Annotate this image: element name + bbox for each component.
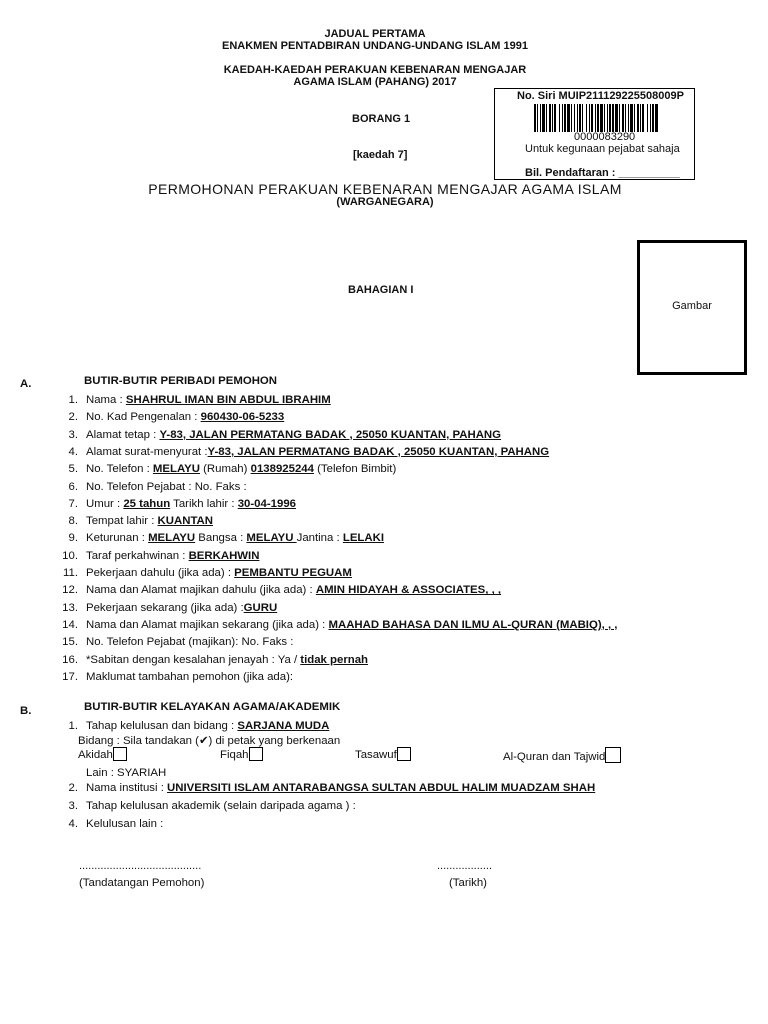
field-akidah-label: Akidah: [78, 749, 113, 761]
barcode-bar: [586, 104, 587, 132]
form-name: BORANG 1: [352, 113, 411, 125]
barcode-bar: [567, 104, 570, 132]
registration-label: Bil. Pendaftaran :: [525, 167, 616, 179]
section-a-item-3: 3. Alamat tetap : Y-83, JALAN PERMATANG BADAK , 25050 KUANTAN, PAHANG: [68, 428, 502, 441]
institution-value: UNIVERSITI ISLAM ANTARABANGSA SULTAN ABDUL HALIM MUADZAM SHAH: [167, 782, 596, 794]
photo-box: [637, 240, 747, 375]
barcode-bar: [637, 104, 639, 132]
barcode-bar: [634, 104, 635, 132]
field-tasawuf: [355, 747, 411, 761]
item-value: PEMBANTU PEGUAM: [234, 567, 352, 579]
barcode-bar: [591, 104, 593, 132]
item-value: SHAHRUL IMAN BIN ABDUL IBRAHIM: [125, 394, 331, 406]
field-quran-checkbox[interactable]: [605, 747, 621, 763]
barcode-bar: [582, 104, 583, 132]
section-a-item-8: 8. Tempat lahir : KUANTAN: [68, 515, 214, 528]
form-subtitle: (WARGANEGARA): [336, 196, 434, 208]
office-use-note: Untuk kegunaan pejabat sahaja: [525, 143, 680, 155]
item-value: Y-83, JALAN PERMATANG BADAK , 25050 KUANTAN, PAHANG: [159, 428, 502, 441]
barcode-bar: [537, 104, 538, 132]
field-quran-label: Al-Quran dan Tajwid: [503, 751, 606, 763]
item-value: KUANTAN: [157, 515, 214, 528]
barcode-bar: [642, 104, 644, 132]
section-b-heading: BUTIR-BUTIR KELAYAKAN AGAMA/AKADEMIK: [84, 701, 341, 713]
barcode-bar: [625, 104, 626, 132]
barcode-bar: [619, 104, 620, 132]
barcode-bar: [595, 104, 596, 132]
serial-box: [494, 88, 695, 180]
date-dots: ..................: [437, 860, 493, 872]
rule-reference: [kaedah 7]: [353, 149, 408, 161]
barcode-bar: [650, 104, 651, 132]
barcode-bar: [628, 104, 629, 132]
section-b-item-4: 4. Kelulusan lain :: [68, 818, 164, 830]
field-fiqah-checkbox[interactable]: [249, 747, 263, 761]
item-value: MELAYU: [148, 532, 196, 545]
item-value: Y-83, JALAN PERMATANG BADAK , 25050 KUANTAN, PAHANG: [207, 445, 550, 458]
section-a-item-5: 5. No. Telefon : MELAYU (Rumah) 0138925244 (Telefon Bimbit): [68, 463, 397, 476]
item-value: AMIN HIDAYAH & ASSOCIATES, , ,: [315, 584, 502, 597]
barcode-bar: [652, 104, 654, 132]
header-line4: AGAMA ISLAM (PAHANG) 2017: [293, 76, 457, 88]
barcode-bar: [540, 104, 541, 132]
barcode-bar: [589, 104, 590, 132]
section-a-item-6: 6. No. Telefon Pejabat : No. Faks :: [68, 480, 247, 493]
item-value: BERKAHWIN: [188, 549, 260, 562]
barcode-bar: [604, 104, 605, 132]
section-a-item-7: 7. Umur : 25 tahun Tarikh lahir : 30-04-1996: [68, 497, 296, 510]
section-b-letter: B.: [20, 705, 32, 717]
barcode-bar: [546, 104, 547, 132]
barcode-bar: [630, 104, 633, 132]
signature-label: (Tandatangan Pemohon): [79, 877, 205, 889]
section-a-item-9: 9. Keturunan : MELAYU Bangsa : MELAYU Jantina : LELAKI: [68, 532, 384, 545]
section-a-item-10: 10. Taraf perkahwinan : BERKAHWIN: [62, 549, 260, 562]
registration-value: __________: [618, 167, 680, 179]
registration-number: [525, 167, 680, 179]
barcode-bar: [534, 104, 536, 132]
field-note: Bidang : Sila tandakan (✔) di petak yang berkenaan: [78, 735, 341, 747]
header-line1: JADUAL PERTAMA: [324, 28, 426, 40]
barcode-bar: [607, 104, 608, 132]
barcode-bar: [554, 104, 556, 132]
barcode-bar: [559, 104, 560, 132]
header-line2: ENAKMEN PENTADBIRAN UNDANG-UNDANG ISLAM 1991: [222, 40, 528, 52]
barcode-bar: [655, 104, 658, 132]
barcode-bar: [579, 104, 581, 132]
item-value: tidak pernah: [300, 653, 369, 666]
field-akidah-checkbox[interactable]: [113, 747, 127, 761]
section-a-heading: BUTIR-BUTIR PERIBADI PEMOHON: [84, 375, 278, 387]
form-title: PERMOHONAN PERAKUAN KEBENARAN MENGAJAR AGAMA ISLAM: [148, 181, 622, 197]
item-value: MELAYU: [152, 463, 200, 476]
section-a-item-16: 16. *Sabitan dengan kesalahan jenayah : Ya / tidak pernah: [62, 653, 369, 666]
section-a-item-15: 15. No. Telefon Pejabat (majikan): No. Faks :: [62, 636, 294, 649]
barcode-bar: [549, 104, 551, 132]
item-value-2: 0138925244: [250, 463, 314, 476]
barcode-bar: [577, 104, 578, 132]
section-a-item-1: 1. Nama : SHAHRUL IMAN BIN ABDUL IBRAHIM: [68, 394, 331, 406]
barcode-bar: [609, 104, 611, 132]
header-line3: KAEDAH-KAEDAH PERAKUAN KEBENARAN MENGAJAR: [223, 64, 527, 76]
field-quran: [503, 747, 621, 763]
field-fiqah-label: Fiqah: [220, 749, 249, 761]
barcode-number: 0000083290: [574, 131, 636, 143]
item-value: 960430-06-5233: [200, 411, 285, 424]
item-value-2: MELAYU: [246, 532, 297, 545]
item-value: 25 tahun: [123, 497, 171, 510]
barcode-bar: [640, 104, 641, 132]
field-tasawuf-checkbox[interactable]: [397, 747, 411, 761]
barcode-bar: [612, 104, 614, 132]
item-value: GURU: [243, 601, 278, 614]
barcode-bar: [542, 104, 545, 132]
barcode-bar: [600, 104, 603, 132]
qualification-value: SARJANA MUDA: [237, 720, 330, 732]
section-a-item-4: 4. Alamat surat-menyurat :Y-83, JALAN PERMATANG BADAK , 25050 KUANTAN, PAHANG: [68, 445, 550, 458]
field-tasawuf-label: Tasawuf: [355, 749, 397, 761]
other-field: Lain : SYARIAH: [86, 767, 167, 779]
barcode-icon: [534, 104, 658, 132]
section-b-item-3: 3. Tahap kelulusan akademik (selain daripada agama ) :: [68, 800, 356, 812]
field-fiqah: [220, 747, 263, 761]
barcode-bar: [574, 104, 575, 132]
barcode-bar: [552, 104, 553, 132]
item-value: MAAHAD BAHASA DAN ILMU AL-QURAN (MABIQ), , ,: [328, 618, 618, 631]
barcode-bar: [615, 104, 618, 132]
section-a-item-2: 2. No. Kad Pengenalan : 960430-06-5233: [68, 411, 285, 424]
section-a-item-12: 12. Nama dan Alamat majikan dahulu (jika ada) : AMIN HIDAYAH & ASSOCIATES, , ,: [62, 584, 502, 597]
barcode-bar: [564, 104, 566, 132]
signature-dots: ........................................: [79, 860, 202, 872]
section-b-item-2: 2. Nama institusi : UNIVERSITI ISLAM ANTARABANGSA SULTAN ABDUL HALIM MUADZAM SHAH: [68, 782, 596, 794]
barcode-bar: [597, 104, 599, 132]
serial-number: No. Siri MUIP211129225508009P: [517, 90, 684, 102]
section-a-item-14: 14. Nama dan Alamat majikan sekarang (jika ada) : MAAHAD BAHASA DAN ILMU AL-QURAN (MABIQ), , ,: [62, 618, 618, 631]
barcode-bar: [647, 104, 648, 132]
section-b-item-1: 1. Tahap kelulusan dan bidang : SARJANA MUDA: [68, 720, 330, 732]
section-a-item-11: 11. Pekerjaan dahulu (jika ada) : PEMBANTU PEGUAM: [63, 567, 352, 579]
barcode-bar: [562, 104, 563, 132]
item-value-3: LELAKI: [342, 532, 384, 545]
field-akidah: [78, 747, 127, 761]
section-a-item-17: 17. Maklumat tambahan pemohon (jika ada):: [62, 670, 294, 683]
barcode-bar: [622, 104, 624, 132]
section-a-item-13: 13. Pekerjaan sekarang (jika ada) :GURU: [62, 601, 278, 614]
date-label: (Tarikh): [449, 877, 487, 889]
photo-label: Gambar: [672, 300, 712, 312]
item-value-2: 30-04-1996: [237, 497, 296, 510]
barcode-bar: [571, 104, 572, 132]
part-heading: BAHAGIAN I: [348, 284, 414, 296]
section-a-letter: A.: [20, 378, 32, 390]
